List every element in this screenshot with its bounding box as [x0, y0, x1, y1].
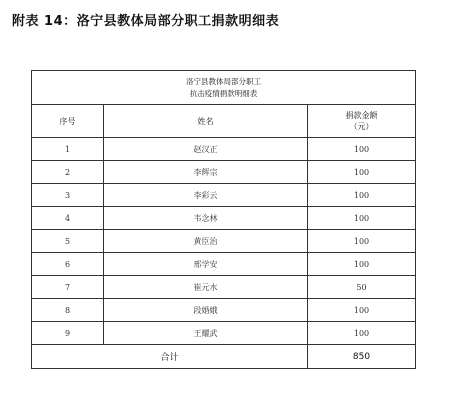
cell-index: 5 — [32, 230, 104, 253]
cell-name: 李彩云 — [104, 184, 308, 207]
table-row — [32, 230, 416, 253]
cell-index: 7 — [32, 276, 104, 299]
column-header-name: 姓名 — [104, 105, 308, 138]
cell-amount: 100 — [308, 230, 416, 253]
cell-name: 赵汉正 — [104, 138, 308, 161]
table-row — [32, 276, 416, 299]
cell-index: 1 — [32, 138, 104, 161]
table-row — [32, 138, 416, 161]
cell-index: 2 — [32, 161, 104, 184]
table-title-row — [32, 71, 416, 105]
table-total-row — [32, 345, 416, 369]
cell-amount: 100 — [308, 161, 416, 184]
table-row — [32, 207, 416, 230]
table-header-row — [32, 105, 416, 138]
cell-name: 李辉宗 — [104, 161, 308, 184]
cell-name: 段婚娥 — [104, 299, 308, 322]
cell-index: 8 — [32, 299, 104, 322]
cell-amount: 100 — [308, 322, 416, 345]
donation-table — [31, 70, 416, 369]
column-header-amount-line1: 捐款金额 — [345, 111, 378, 120]
table-row — [32, 299, 416, 322]
table-row — [32, 184, 416, 207]
cell-name: 黄臣治 — [104, 230, 308, 253]
column-header-amount-line2: （元） — [349, 122, 374, 131]
total-amount: 850 — [308, 345, 416, 369]
table-row — [32, 161, 416, 184]
cell-name: 王耀武 — [104, 322, 308, 345]
cell-name: 韦念林 — [104, 207, 308, 230]
cell-index: 9 — [32, 322, 104, 345]
cell-index: 3 — [32, 184, 104, 207]
column-header-index: 序号 — [32, 105, 104, 138]
total-label: 合计 — [32, 345, 308, 369]
cell-amount: 100 — [308, 299, 416, 322]
table-title — [32, 71, 416, 105]
cell-amount: 100 — [308, 138, 416, 161]
table-title-line2: 抗击疫情捐款明细表 — [189, 88, 258, 98]
column-header-amount — [308, 105, 416, 138]
page-heading: 附表 14：洛宁县教体局部分职工捐款明细表 — [12, 14, 280, 29]
cell-index: 4 — [32, 207, 104, 230]
cell-amount: 100 — [308, 207, 416, 230]
cell-amount: 50 — [308, 276, 416, 299]
cell-name: 崔元水 — [104, 276, 308, 299]
cell-index: 6 — [32, 253, 104, 276]
table-row — [32, 322, 416, 345]
cell-amount: 100 — [308, 253, 416, 276]
table-title-line1: 洛宁县教体局部分职工 — [186, 76, 261, 86]
table-row — [32, 253, 416, 276]
table-body — [32, 138, 416, 345]
cell-name: 邢学安 — [104, 253, 308, 276]
cell-amount: 100 — [308, 184, 416, 207]
